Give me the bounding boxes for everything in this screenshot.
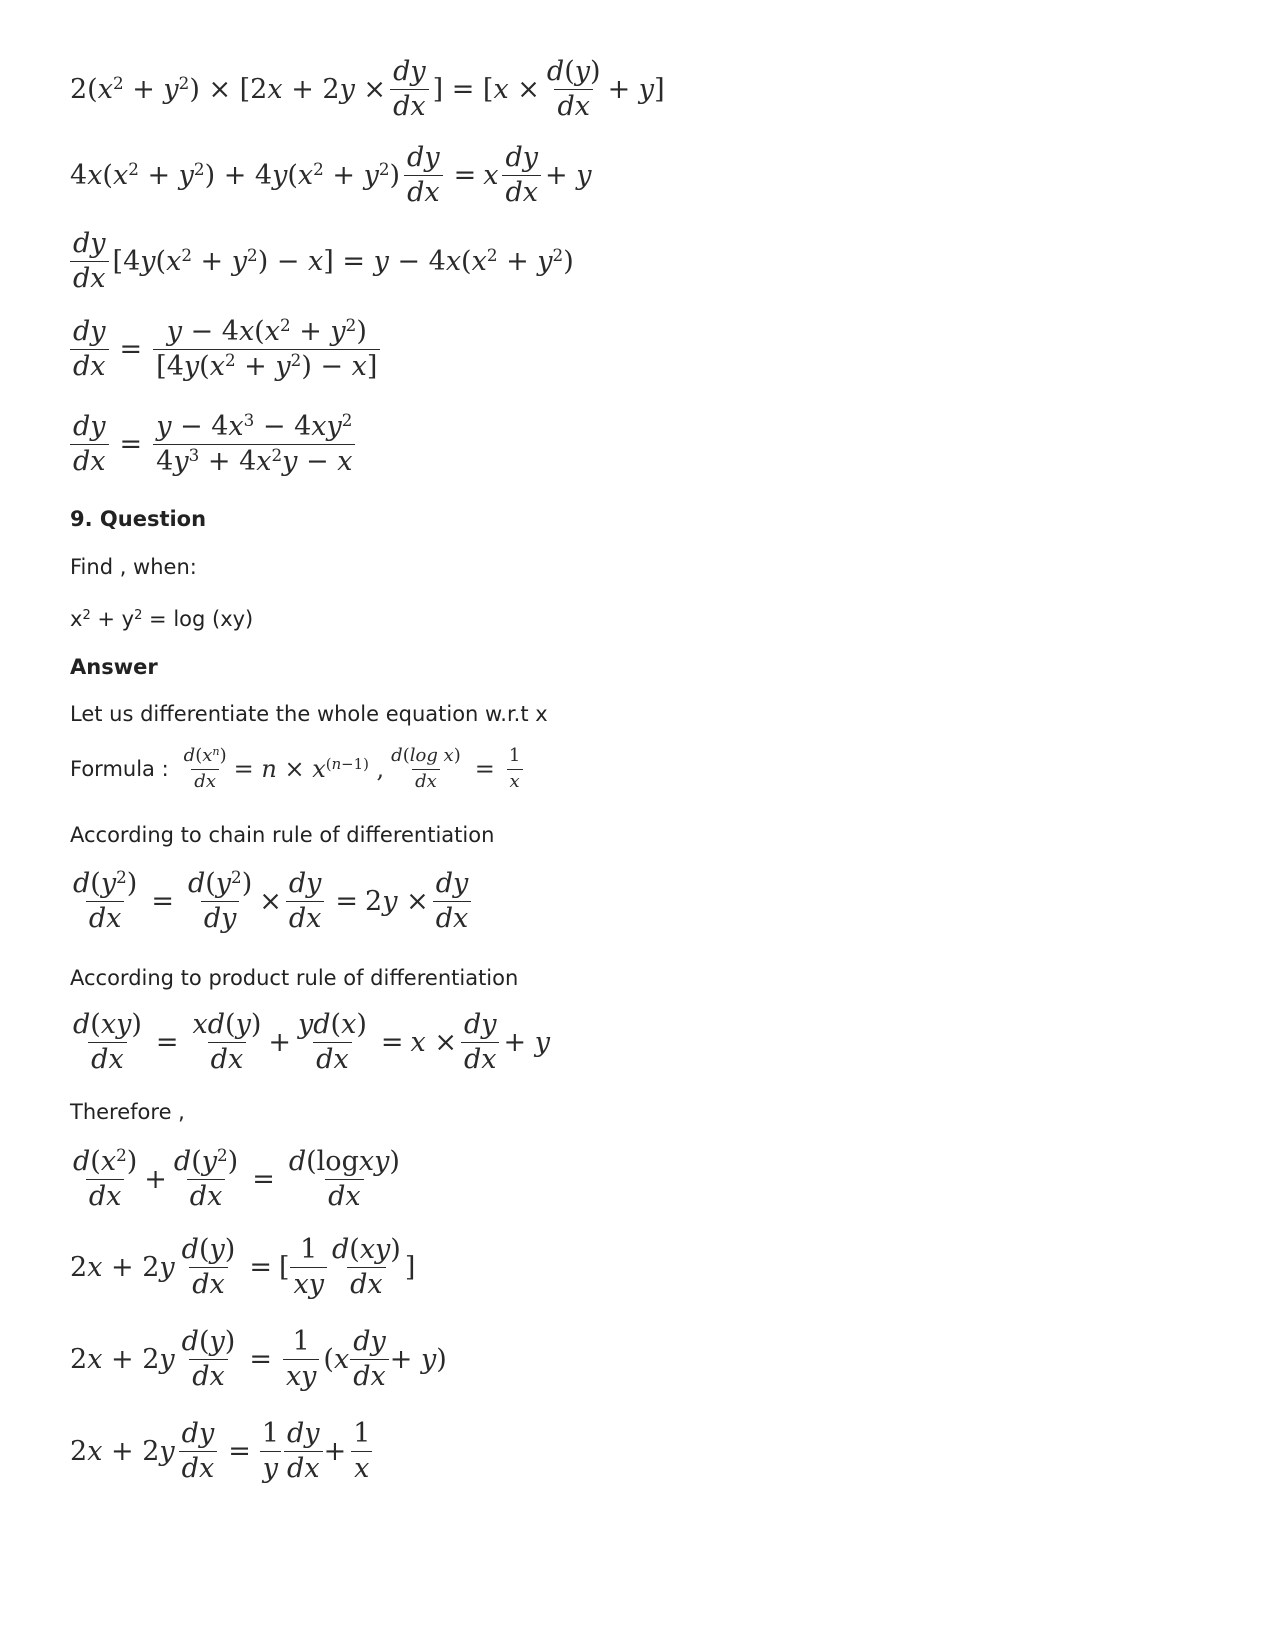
formula-equation: $\frac{d(x^n)}{dx}$ = $n \times x^{(n-1)}$ , $\frac{\text{d(log x)}}{dx}$ = $\frac{1}{x}$ [177,747,528,792]
question-heading: 9. Question [70,507,207,531]
formula-label: Formula : [70,757,169,782]
equation-top-5: $\frac{dy}{dx}$ = $\frac{y - 4x^3 - 4xy^2}{4y^3 + 4x^2y - x}$ [70,413,359,477]
equation-sum: $\frac{d(x^2)}{dx}$ + $\frac{d(y^2)}{dx}$ = $\frac{\text{d(logxy)}}{dx}$ [73,1144,400,1213]
equation-top-1: $2(x^2 + y^2) \times [2x + 2y$ × $\frac{dy}{dx}$ ] = [x × $\frac{d(y)}{dx}$ + y] [70,56,665,123]
chain-rule-text: According to chain rule of differentiation [70,823,495,847]
equation-chain-rule: $\frac{d(y^2)}{dx}$ = $\frac{d(y^2)}{dy}$ × $\frac{dy}{dx}$ = 2y × $\frac{dy}{dx}$ [70,870,475,934]
question-prompt: Find , when: [70,555,197,579]
equation-step-1: 2x + 2y $\frac{d(y)}{dx}$ = [ $\frac{1}{xy}$ $\frac{d(xy)}{dx}$ ] [70,1234,416,1301]
answer-heading: Answer [70,655,158,679]
equation-top-3: $\frac{dy}{dx}$ $[4y(x^2 + y^2) - x] = y - 4x(x^2 + y^2)$ [70,230,574,294]
equation-step-3: 2x + 2y $\frac{dy}{dx}$ = $\frac{1}{y}$ $\frac{dy}{dx}$ + $\frac{1}{x}$ [70,1420,377,1484]
equation-step-2: 2x + 2y $\frac{d(y)}{dx}$ = $\frac{1}{xy}$ (x $\frac{dy}{dx}$ + y) [70,1326,447,1393]
equation-top-2: $4x(x^2 + y^2) + 4y(x^2 + y^2)$ $\frac{dy}{dx}$ = x $\frac{dy}{dx}$ + y [70,142,592,209]
question-equation: $x^2 + y^2 = \log (xy)$ [70,607,254,631]
equation-top-4: $\frac{dy}{dx}$ = $\frac{y - 4x(x^2 + y^2)}{[4y(x^2 + y^2) - x]}$ [70,318,384,382]
product-rule-text: According to product rule of differentiation [70,966,519,990]
equation-product-rule: $\frac{d(xy)}{dx}$ = $\frac{xd(y)}{dx}$ + $\frac{yd(x)}{dx}$ = x × $\frac{dy}{dx}$ + y [73,1009,550,1076]
therefore-text: Therefore , [70,1100,185,1124]
answer-intro: Let us differentiate the whole equation w.r.t x [70,702,548,726]
formula-line [70,744,527,792]
